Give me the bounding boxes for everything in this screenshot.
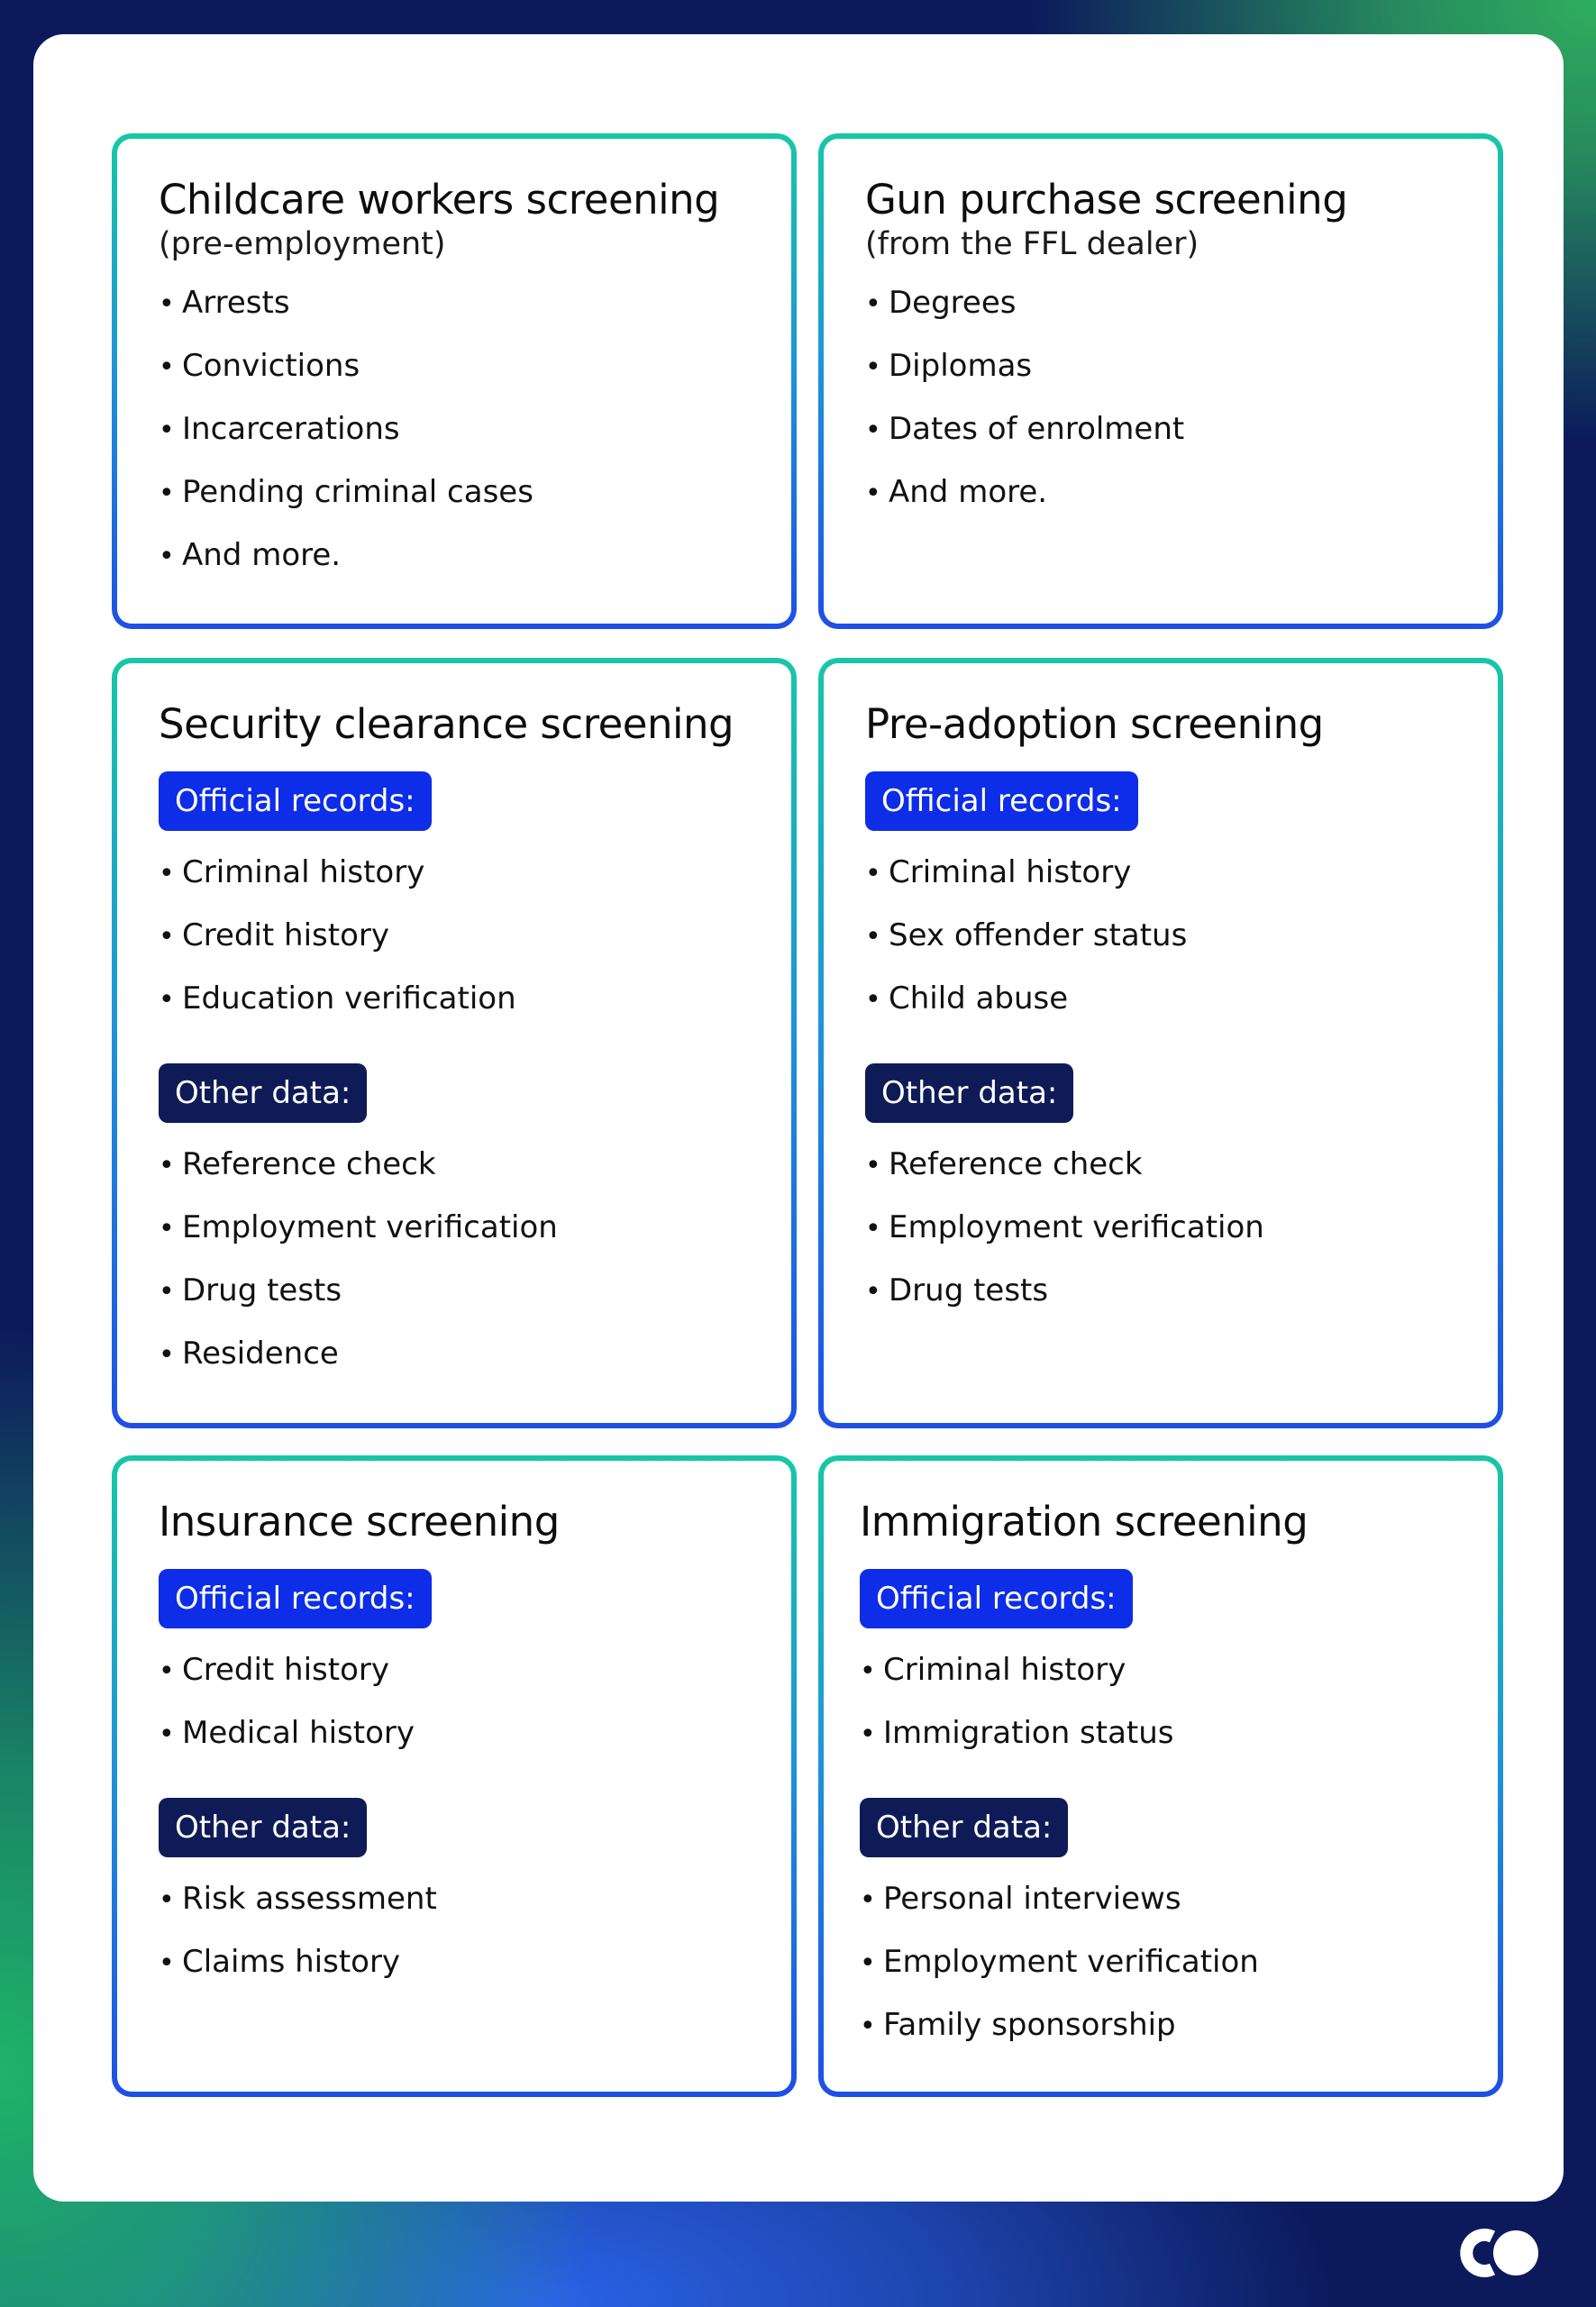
official-records-badge: Official records: [159,771,432,831]
card-security-clearance [112,658,797,1428]
list-item: • Education verification [159,968,764,1031]
list-item: • Drug tests [159,1260,764,1323]
official-records-badge: Official records: [865,771,1138,831]
list-item: • Drug tests [865,1260,1471,1323]
list-item: • Employment verification [865,1197,1471,1260]
official-records-list [159,1639,764,1765]
other-data-list [860,1868,1471,2057]
list-item: • Employment verification [159,1197,764,1260]
list-item: • Child abuse [865,968,1471,1031]
list-item: • Immigration status [860,1702,1471,1765]
list-item: • Incarcerations [159,398,764,461]
list-item: • Credit history [159,1639,764,1702]
list-item: • Claims history [159,1931,764,1994]
item-list [159,272,764,588]
card-immigration [818,1455,1503,2097]
list-item: • And more. [159,524,764,588]
list-item: • Criminal history [860,1639,1471,1702]
official-records-badge: Official records: [159,1569,432,1628]
list-item: • Criminal history [159,842,764,905]
card-title: Security clearance screening [159,700,734,748]
official-records-list [865,842,1471,1031]
card-title: Gun purchase screening [865,176,1348,223]
item-list [865,272,1471,524]
content-panel [33,34,1564,2202]
card-subtitle: (pre-employment) [159,226,446,262]
card-insurance [112,1455,797,2097]
other-data-badge: Other data: [865,1063,1073,1123]
list-item: • Convictions [159,335,764,398]
list-item: • Pending criminal cases [159,461,764,524]
list-item: • Reference check [865,1134,1471,1197]
card-title: Pre-adoption screening [865,700,1324,748]
list-item: • Degrees [865,272,1471,335]
card-title: Immigration screening [860,1498,1309,1546]
other-data-badge: Other data: [860,1798,1068,1857]
list-item: • Medical history [159,1702,764,1765]
list-item: • Family sponsorship [860,1994,1471,2057]
other-data-list [865,1134,1471,1323]
official-records-badge: Official records: [860,1569,1133,1628]
other-data-badge: Other data: [159,1798,367,1857]
card-subtitle: (from the FFL dealer) [865,226,1199,262]
list-item: • Personal interviews [860,1868,1471,1931]
list-item: • Arrests [159,272,764,335]
official-records-list [860,1639,1471,1765]
company-logo-icon [1453,2228,1539,2278]
card-pre-adoption [818,658,1503,1428]
list-item: • And more. [865,461,1471,524]
other-data-badge: Other data: [159,1063,367,1123]
list-item: • Residence [159,1323,764,1386]
list-item: • Credit history [159,905,764,968]
card-gun-purchase [818,133,1503,629]
official-records-list [159,842,764,1031]
other-data-list [159,1868,764,1994]
list-item: • Diplomas [865,335,1471,398]
other-data-list [159,1134,764,1386]
list-item: • Employment verification [860,1931,1471,1994]
list-item: • Reference check [159,1134,764,1197]
card-title: Childcare workers screening [159,176,720,223]
list-item: • Sex offender status [865,905,1471,968]
list-item: • Risk assessment [159,1868,764,1931]
list-item: • Criminal history [865,842,1471,905]
list-item: • Dates of enrolment [865,398,1471,461]
card-childcare-workers [112,133,797,629]
card-title: Insurance screening [159,1498,560,1546]
